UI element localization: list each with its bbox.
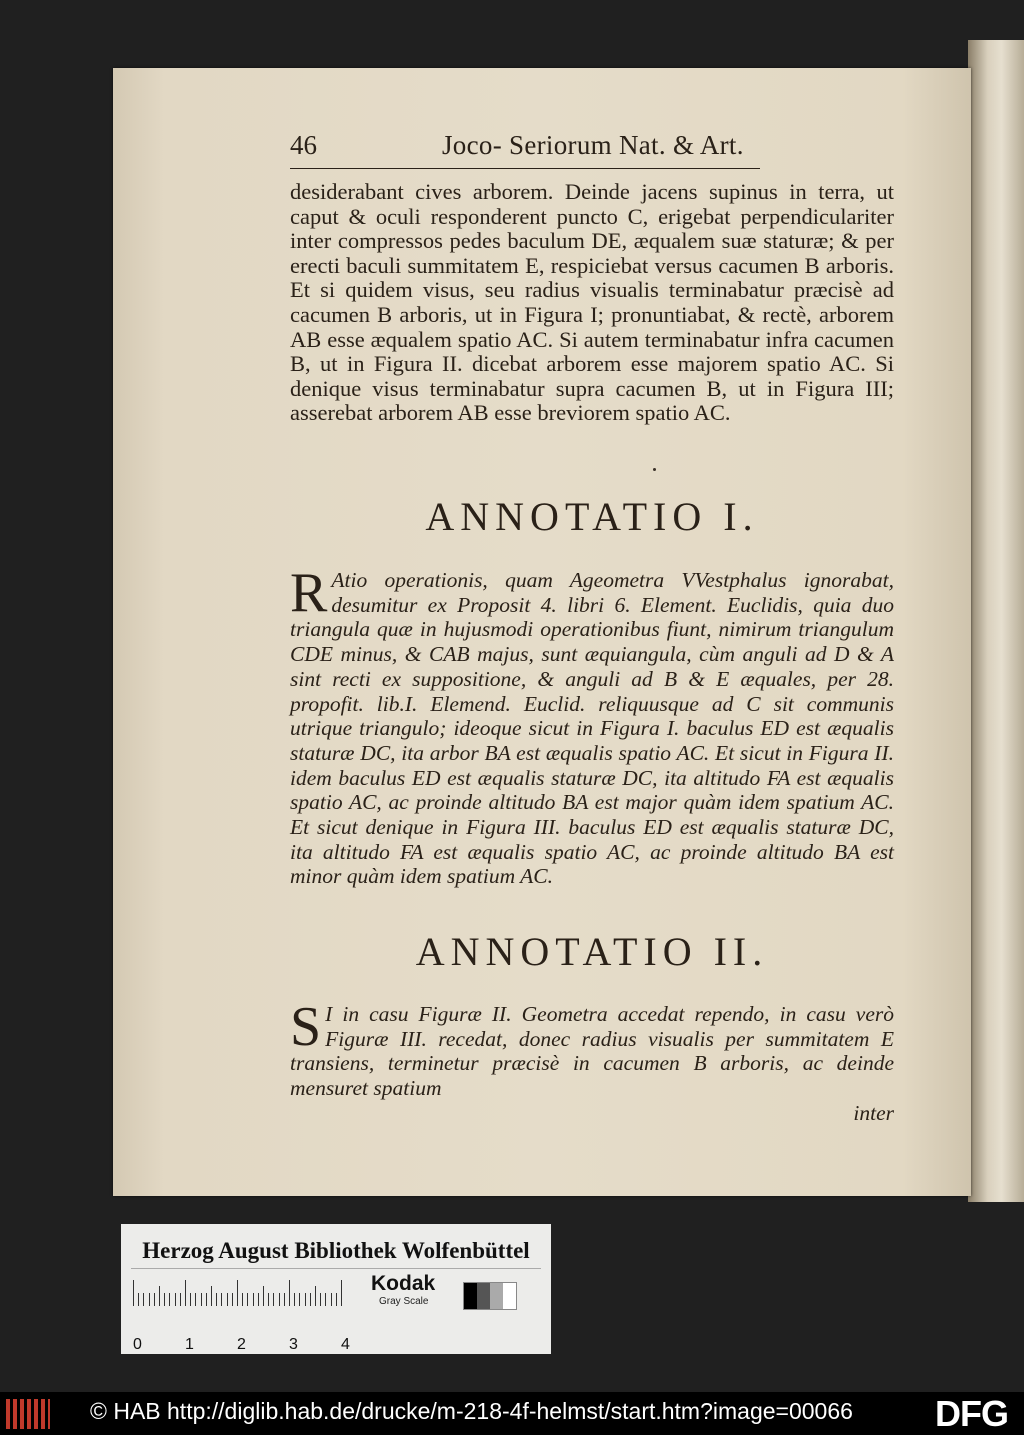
ruler-tick	[185, 1280, 186, 1306]
ruler-tick	[325, 1293, 326, 1306]
ruler-tick	[253, 1293, 254, 1306]
ruler	[133, 1276, 363, 1324]
ruler-tick	[289, 1280, 290, 1306]
footer-copyright: © HAB http://diglib.hab.de/drucke/m-218-4f-helmst/start.htm?image=00066	[90, 1398, 853, 1424]
ruler-tick	[180, 1293, 181, 1306]
ruler-tick	[133, 1280, 134, 1306]
ruler-label-3: 3	[289, 1336, 298, 1353]
ruler-tick	[206, 1293, 207, 1306]
ruler-tick	[299, 1293, 300, 1306]
book-page	[113, 68, 971, 1196]
ruler-tick	[294, 1293, 295, 1306]
ruler-tick	[149, 1293, 150, 1306]
dfg-logo: DFG	[935, 1393, 1008, 1434]
ruler-tick	[315, 1286, 316, 1306]
ruler-label-4: 4	[341, 1336, 350, 1353]
ruler-tick	[263, 1286, 264, 1306]
page-header	[290, 130, 890, 170]
ruler-tick	[284, 1293, 285, 1306]
ruler-tick	[237, 1280, 238, 1306]
ruler-tick	[341, 1280, 342, 1306]
ruler-tick	[195, 1293, 196, 1306]
facing-page-edge	[968, 40, 1024, 1202]
ruler-tick	[201, 1293, 202, 1306]
ruler-tick	[190, 1293, 191, 1306]
ruler-tick	[216, 1293, 217, 1306]
ruler-tick	[242, 1293, 243, 1306]
heading-annotatio-1: ANNOTATIO I.	[425, 494, 759, 539]
ruler-label-2: 2	[237, 1336, 246, 1353]
ruler-tick	[331, 1293, 332, 1306]
ruler-tick	[138, 1293, 139, 1306]
paragraph-2	[290, 562, 894, 889]
kodak-logo: Kodak	[371, 1272, 436, 1295]
ruler-tick	[258, 1293, 259, 1306]
ruler-tick	[159, 1286, 160, 1306]
hab-logo-icon	[6, 1399, 50, 1429]
ruler-labels	[133, 1336, 373, 1356]
ruler-tick	[310, 1293, 311, 1306]
color-calibration-bar	[121, 1224, 551, 1354]
ruler-tick	[336, 1293, 337, 1306]
paragraph-3-text: I in casu Figuræ II. Geometra accedat rependo, in casu verò Figuræ III. recedat, donec radius visualis per summitatem E transiens, terminetur præcisè in cacumen B arboris, ac deinde mensuret spatium	[290, 1002, 894, 1101]
ruler-tick	[247, 1293, 248, 1306]
ruler-tick	[143, 1293, 144, 1306]
paragraph-3	[290, 996, 894, 1126]
ruler-tick	[279, 1293, 280, 1306]
heading-annotatio-2: ANNOTATIO II.	[415, 929, 769, 974]
catchword: inter	[853, 1100, 894, 1125]
ruler-tick	[273, 1293, 274, 1306]
running-title: Joco- Seriorum Nat. & Art.	[442, 130, 744, 160]
ruler-tick	[232, 1293, 233, 1306]
page-number: 46	[290, 130, 317, 160]
ruler-tick	[268, 1293, 269, 1306]
ruler-tick	[211, 1286, 212, 1306]
ruler-tick	[320, 1293, 321, 1306]
ruler-label-1: 1	[185, 1336, 194, 1353]
ruler-tick	[154, 1293, 155, 1306]
paragraph-1	[290, 180, 894, 426]
ruler-tick	[221, 1293, 222, 1306]
ruler-tick	[169, 1293, 170, 1306]
ruler-tick	[305, 1293, 306, 1306]
drop-cap-r: R	[290, 562, 328, 624]
gray-scale-label: Gray Scale	[379, 1296, 429, 1307]
library-name: Herzog August Bibliothek Wolfenbüttel	[131, 1234, 541, 1269]
ruler-tick	[227, 1293, 228, 1306]
header-rule	[290, 168, 760, 169]
footer-bar	[0, 1392, 1024, 1435]
paragraph-1-text: desiderabant cives arborem. Deinde jacens supinus in terra, ut caput & oculi responderent puncto C, erigebat perpendiculariter inter compressos pedes baculum DE, æqualem suæ staturæ; & per erecti baculi summitatem E, respiciebat versus cacumen B arboris. Et si quidem visus, seu radius visualis terminabatur præcisè ad cacumen B arboris, ut in Figura I; pronuntiabat, & rectè, arborem AB esse æqualem spatio AC. Si autem terminabatur infra cacumen B, ut in Figura II. dicebat arborem esse majorem spatio AC. Si denique visus terminabatur supra cacumen B, ut in Figura III; asserebat arborem AB esse breviorem spatio AC.	[290, 179, 894, 426]
ink-dot	[653, 468, 656, 471]
ruler-label-0: 0	[133, 1336, 142, 1353]
drop-cap-s: S	[290, 996, 322, 1058]
gray-swatches	[463, 1282, 517, 1310]
paragraph-2-text: Atio operationis, quam Ageometra VVestphalus ignorabat, desumitur ex Proposit 4. libri 6. Element. Euclidis, quia duo triangula quæ in hujusmodi operationibus fiunt, nimirum triangulum CDE minus, & CAB majus, sunt æquiangula, cùm anguli ad D & A sint recti ex suppositione, & anguli ad B & E æquales, per 28. propofit. lib.I. Elemend. Euclid. reliquusque ad C sit communis utrique triangulo; ideoque sicut in Figura I. baculus ED est æqualis staturæ DC, ita arbor BA est æqualis spatio AC. Et sicut in Figura II. idem baculus ED est æqualis staturæ DC, ita altitudo FA est æqualis spatio AC, ac proinde altitudo BA est major quàm idem spatium AC. Et sicut denique in Figura III. baculus ED est æqualis staturæ DC, ita altitudo FA est æqualis spatio AC, ac proinde altitudo BA est minor quàm idem spatium AC.	[290, 568, 894, 889]
ruler-tick	[164, 1293, 165, 1306]
ruler-tick	[175, 1293, 176, 1306]
